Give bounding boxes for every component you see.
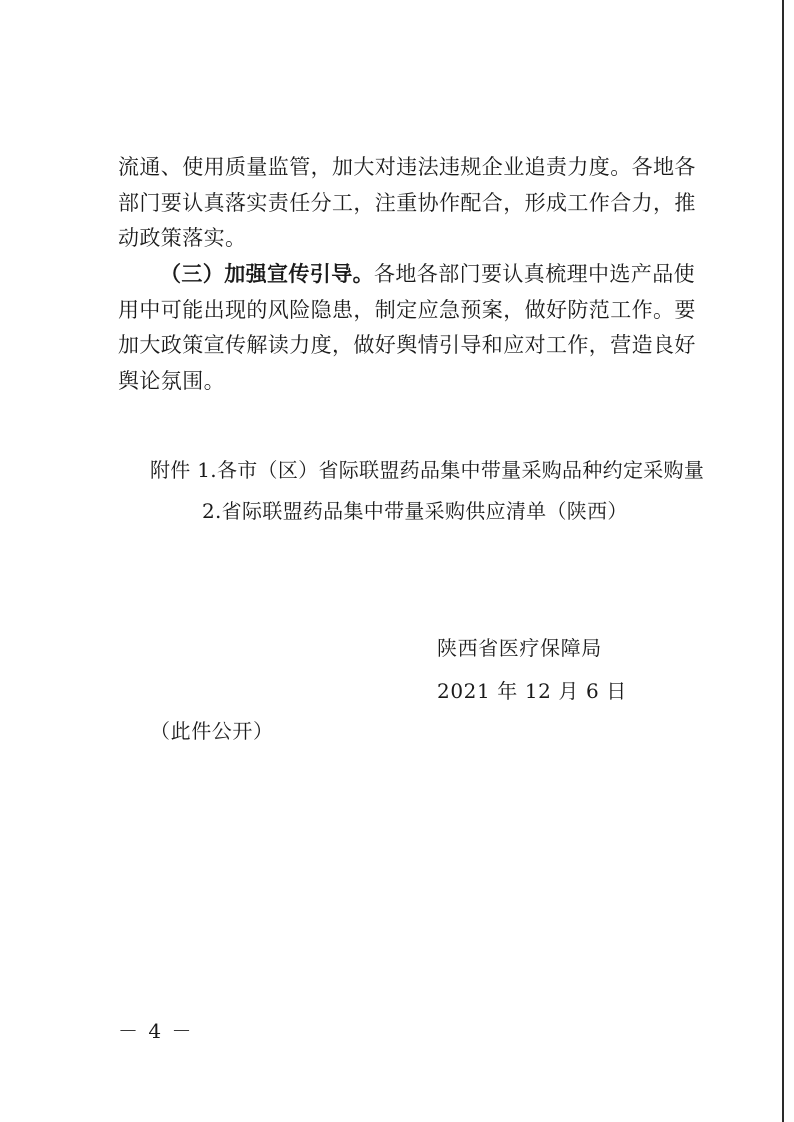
attachment-item-2: 2.省际联盟药品集中带量采购供应清单（陕西） <box>202 499 628 523</box>
body-paragraph-2 <box>118 256 698 399</box>
page-number: － 4 － <box>118 1019 194 1043</box>
body-paragraph-1: 流通、使用质量监管，加大对违法违规企业追责力度。各地各部门要认真落实责任分工，注重协作配合，形成工作合力，推动政策落实。 <box>118 155 696 250</box>
signature-date: 2021 年 12 月 6 日 <box>437 679 627 703</box>
signature-organization: 陕西省医疗保障局 <box>437 636 602 660</box>
body-paragraph-2-text: 各地各部门要认真梳理中选产品使用中可能出现的风险隐患，制定应急预案，做好防范工作。要加大政策宣传解读力度，做好舆情引导和应对工作，营造良好舆论氛围。 <box>118 262 696 393</box>
page-edge-line <box>782 0 784 1122</box>
attachment-item-1: 附件 1.各市（区）省际联盟药品集中带量采购品种约定采购量 <box>150 458 705 482</box>
section-heading-3: （三）加强宣传引导。 <box>160 261 374 286</box>
disclosure-note: （此件公开） <box>150 719 274 743</box>
